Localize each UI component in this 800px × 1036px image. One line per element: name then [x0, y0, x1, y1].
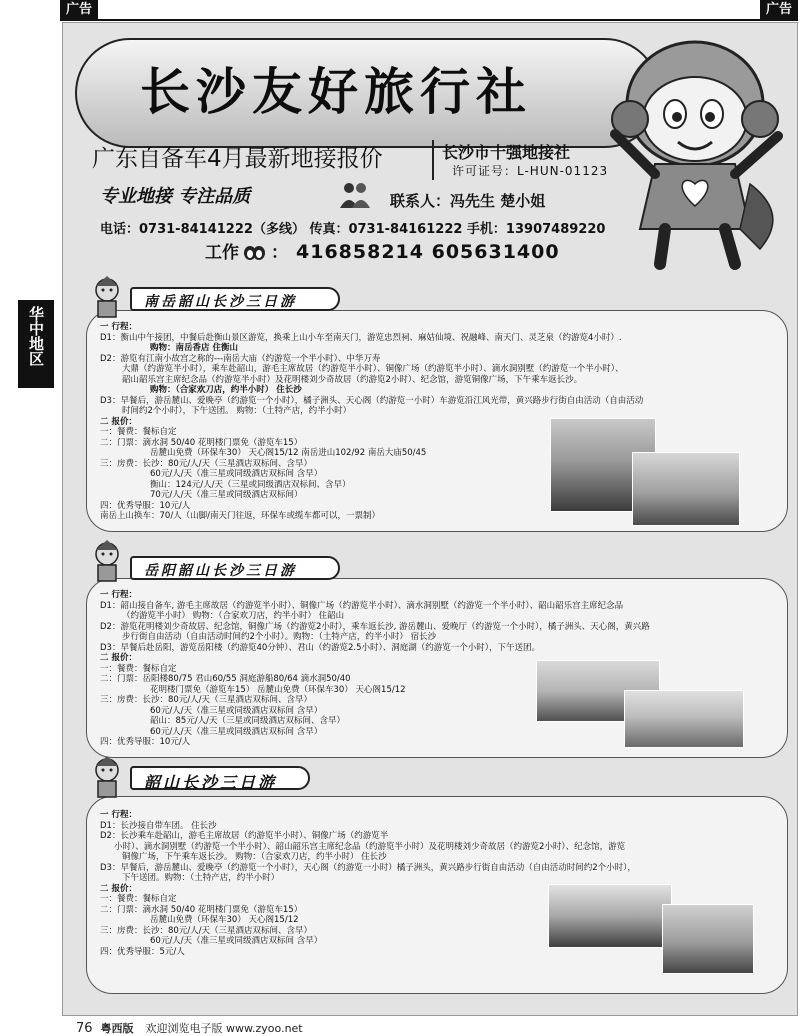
kid-mascot-icon	[88, 276, 126, 322]
page-footer	[76, 1020, 303, 1036]
itinerary-line: 四：优秀导服：5元/人	[100, 946, 185, 957]
itinerary-line: 二：门票：岳阳楼80/75 君山60/55 洞庭游船80/64 滴水洞50/40	[100, 674, 351, 684]
phone-numbers: 电话：0731-84141222（多线） 传真：0731-84161222 手机：13907489220	[100, 222, 606, 237]
itinerary-line: 二 报价：	[100, 883, 137, 894]
kid-mascot-icon	[88, 540, 126, 586]
itinerary-line: 一：餐费：餐标自定	[100, 427, 177, 437]
itinerary-line: 四：优秀导服：10元/人	[100, 737, 191, 747]
footer-text: 欢迎浏览电子版 www.zyoo.net	[145, 1022, 303, 1035]
qq-row	[205, 238, 560, 263]
itinerary-line: 岳麓山免费（环保车30） 天心阁15/12	[150, 915, 299, 925]
itinerary-line: 时间约2个小时），下午送团。 购物：（土特产店，约半小时）	[122, 406, 352, 416]
itinerary-line: 二：门票：滴水洞 50/40 花明楼门票免（游览车15）	[100, 904, 303, 915]
itinerary-line: 一 行程：	[100, 590, 137, 600]
itinerary-line: D1：韶山接自备车, 游毛主席故居（约游览半小时）、铜像广场（约游览半小时）、滴水洞别墅（约游览一个半小时）、韶山韶乐宫主席纪念品	[100, 600, 624, 611]
subtitle: 广东自备车4月最新地接报价	[92, 146, 383, 172]
photo-statue	[662, 904, 754, 974]
itinerary-line: 花明楼门票免（游览车15） 岳麓山免费（环保车30） 天心阁15/12	[150, 684, 406, 695]
itinerary-line: 购物：南岳香店 住衡山	[150, 343, 238, 353]
itinerary-line: D2：长沙乘车赴韶山，游毛主席故居（约游览半小时）、铜像广场（约游览半	[100, 831, 389, 841]
itinerary-line: 一：餐费：餐标自定	[100, 663, 177, 674]
photo-monument	[632, 452, 740, 526]
itinerary-line: D3：早餐后，游岳麓山、爱晚亭（约游览一个小时），天心阁（约游览一小时）橘子洲头，黄兴路步行街自由活动（自由活动时间约2个小时），	[100, 862, 636, 873]
itinerary-line: D1：衡山中午接团，中餐后赴衡山景区游览，换乘上山小车至南天门，游览忠烈祠、麻姑仙境、祝融峰、南天门、灵芝泉（约游览4小时）.	[100, 332, 622, 343]
divider	[432, 140, 434, 180]
region-tab-label: 华中地区	[27, 306, 45, 366]
kid-mascot-icon	[88, 756, 126, 802]
ad-label-left: 广告	[60, 0, 98, 20]
itinerary-line: （约游览半小时） 购物：（合家欢刀店，约半小时） 住韶山	[122, 611, 345, 621]
mascot-icon	[600, 24, 790, 274]
itinerary-line: 衡山：124元/人/天（三星或同级酒店双标间、含早）	[150, 479, 351, 490]
itinerary-line: 60元/人/天（准三星或同级酒店双标间 含早）	[150, 705, 323, 716]
itinerary-line: D1：长沙接自带车团。 住长沙	[100, 820, 217, 831]
top-rule	[60, 19, 798, 21]
itinerary-line: D3：早餐后，游岳麓山、爱晚亭（约游览一个小时），橘子洲头、天心阁（约游览一小时）车游览沿江风光带，黄兴路步行街自由活动（自由活动	[100, 395, 644, 406]
route-title-nanyue: 南岳韶山长沙三日游	[130, 287, 340, 311]
route-title-shaoshan: 韶山长沙三日游	[130, 766, 310, 790]
itinerary-line: 韶山韶乐宫主席纪念品（约游览半小时）及花明楼刘少奇故居（约游览2小时）、纪念馆，游览铜像广场，下午乘车返长沙。	[122, 374, 583, 385]
photo-pagoda-lake	[624, 690, 744, 748]
itinerary-line: 小时）、滴水洞别墅（约游览一个半小时）、韶山韶乐宫主席纪念品（约游览半小时）及花明楼刘少奇故居（约游览2小时）、纪念馆，游览	[114, 841, 626, 852]
itinerary-line: 一：餐费：餐标自定	[100, 894, 177, 904]
itinerary-line: 一 行程：	[100, 322, 137, 332]
itinerary-line: 70元/人/天（准三星或同级酒店双标间）	[150, 490, 303, 500]
itinerary-line: D2：游览有江南小故宫之称的---南岳大庙（约游览一个半小时）、中华万寿	[100, 353, 381, 364]
people-icon	[338, 180, 372, 208]
edition-label: 粤西版	[100, 1022, 134, 1035]
itinerary-line: D3：早餐后赴岳阳，游览岳阳楼（约游览40分钟）、君山（约游览2.5小时）、洞庭湖（约游览一个小时），下午送团。	[100, 642, 541, 653]
itinerary-line: 二：门票：滴水洞 50/40 花明楼门票免（游览车15）	[100, 437, 303, 448]
qq-label: 工作	[205, 243, 239, 263]
qq-label-suffix: ：	[271, 243, 288, 263]
qq-numbers: 416858214 605631400	[296, 241, 560, 263]
license-number: 许可证号：L-HUN-01123	[452, 164, 609, 178]
itinerary-line: 四：优秀导服：10元/人	[100, 500, 191, 511]
agency-title: 长沙友好旅行社	[140, 63, 532, 121]
itinerary-line: 下午送团。购物：（土特产店，约半小时）	[122, 873, 280, 883]
ad-label-right: 广告	[760, 0, 798, 20]
itinerary-line: 一 行程：	[100, 810, 137, 820]
itinerary-line: 岳麓山免费（环保车30） 天心阁15/12 南岳进山102/92 南岳大庙50/45	[150, 448, 427, 458]
itinerary-line: D2：游览花明楼刘少奇故居、纪念馆，铜像广场（约游览2小时），乘车返长沙, 游岳麓山、爱晚厅（约游览一个小时），橘子洲头、天心阁，黄兴路	[100, 621, 650, 632]
itinerary-line: 铜像广场，下午乘车返长沙。 购物：（合家欢刀店，约半小时） 住长沙	[122, 852, 387, 862]
route-title-yueyang: 岳阳韶山长沙三日游	[130, 556, 340, 580]
slogan: 专业地接 专注品质	[100, 186, 251, 207]
qq-penguin-icon	[243, 243, 265, 261]
itinerary-line: 60元/人/天（准三星或同级酒店双标间 含早）	[150, 469, 323, 479]
itinerary-line: 南岳上山换车：70/人（山脚/南天门往返，环保车或缆车都可以，一票制）	[100, 511, 381, 521]
itinerary-line: 60元/人/天（准三星或同级酒店双标间 含早）	[150, 936, 323, 946]
page-number: 76	[76, 1021, 93, 1036]
itinerary-line: 二 报价：	[100, 653, 137, 663]
itinerary-line: 大鼎（约游览半小时），乘车赴韶山，游毛主席故居（约游览半小时）、铜像广场（约游览半小时）、滴水洞别墅（约游览一个半小时）、	[122, 364, 624, 374]
photo-gate	[548, 884, 672, 948]
itinerary-line: 二 报价：	[100, 416, 137, 427]
contact-people: 联系人：冯先生 楚小姐	[390, 192, 546, 210]
region-tab	[18, 300, 54, 388]
itinerary-line: 三：房费：长沙：80元/人/天（三星酒店双标间、含早）	[100, 925, 313, 936]
itinerary-line: 步行街自由活动（自由活动时间约2个小时）。购物：（土特产店，约半小时） 宿长沙	[122, 632, 437, 642]
agency-tagline: 长沙市十强地接社	[442, 143, 571, 162]
itinerary-line: 60元/人/天（准三星或同级酒店双标间 含早）	[150, 726, 323, 737]
itinerary-line: 三：房费：长沙：80元/人/天（三星酒店双标间、含早）	[100, 458, 313, 469]
itinerary-line: 韶山：85元/人/天（三星或同级酒店双标间、含早）	[150, 716, 346, 726]
itinerary-line: 购物：（合家欢刀店，约半小时） 住长沙	[150, 385, 302, 395]
itinerary-line: 三：房费：长沙：80元/人/天（三星酒店双标间、含早）	[100, 695, 313, 705]
